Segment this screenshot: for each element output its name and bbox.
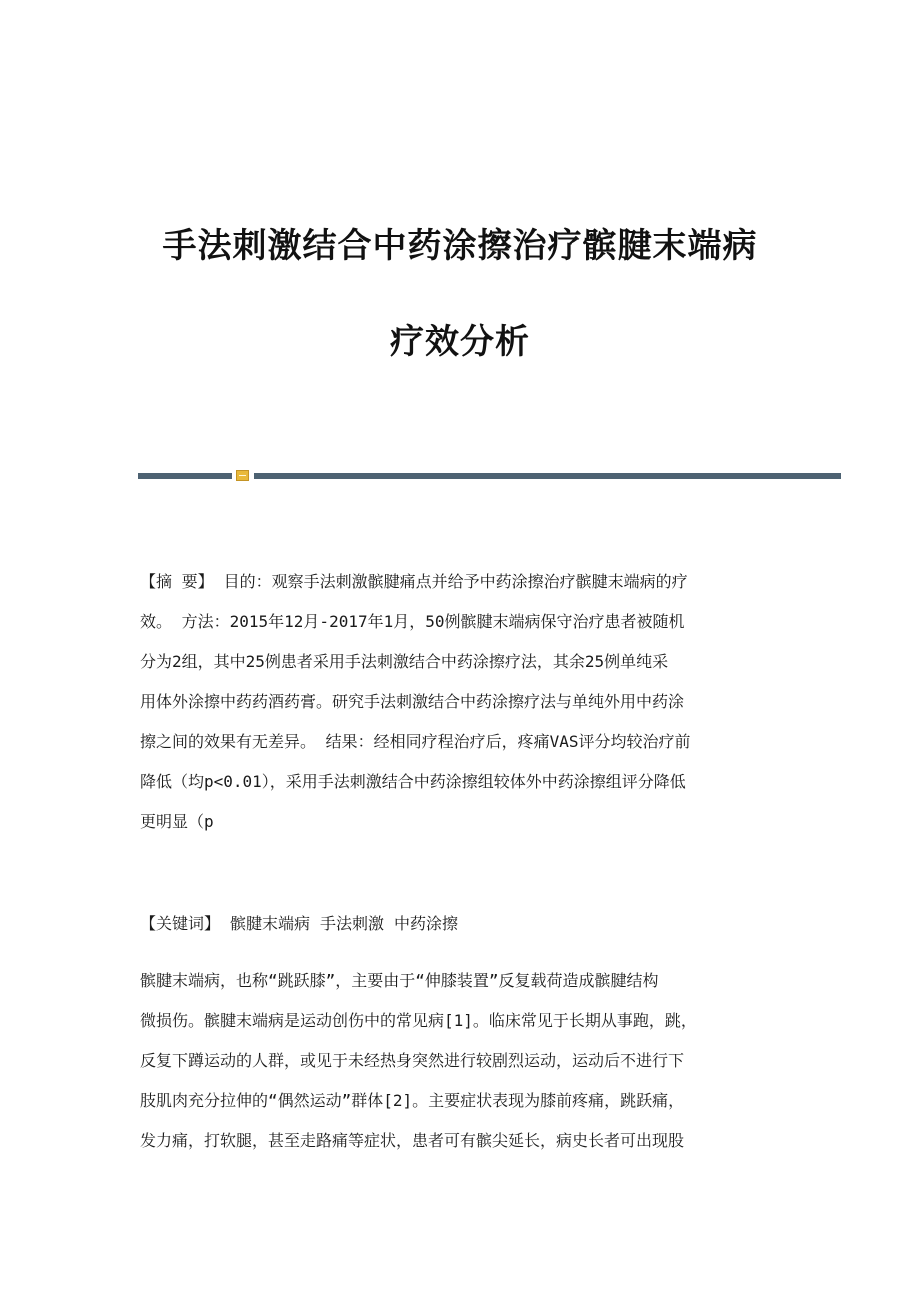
divider-bar-right xyxy=(254,473,841,479)
keyword-item: 中药涂擦 xyxy=(394,914,459,933)
abstract-line xyxy=(140,562,780,602)
document-badge-icon xyxy=(236,470,249,481)
keywords-section xyxy=(140,904,780,944)
body-line: 髌腱末端病，也称“跳跃膝”，主要由于“伸膝装置”反复载荷造成髌腱结构 xyxy=(140,971,659,990)
title-divider xyxy=(138,469,841,483)
body-line: 微损伤。髌腱末端病是运动创伤中的常见病[1]。临床常见于长期从事跑，跳， xyxy=(140,1011,697,1030)
body-line: 反复下蹲运动的人群，或见于未经热身突然进行较剧烈运动，运动后不进行下 xyxy=(140,1051,685,1070)
keyword-item: 手法刺激 xyxy=(320,914,385,933)
document-title-line-1: 手法刺激结合中药涂擦治疗髌腱末端病 xyxy=(162,226,758,266)
abstract-line: 用体外涂擦中药药酒药膏。研究手法刺激结合中药涂擦疗法与单纯外用中药涂 xyxy=(140,692,685,711)
abstract-line: 降低（均p<0.01），采用手法刺激结合中药涂擦组较体外中药涂擦组评分降低 xyxy=(140,772,686,791)
abstract-section xyxy=(140,562,780,842)
document-title-line-2: 疗效分析 xyxy=(390,322,530,362)
keywords-label: 【关键词】 xyxy=(140,914,221,933)
body-line: 肢肌肉充分拉伸的“偶然运动”群体[2]。主要症状表现为膝前疼痛，跳跃痛， xyxy=(140,1091,685,1110)
divider-bar-left xyxy=(138,473,232,479)
abstract-line: 分为2组，其中25例患者采用手法刺激结合中药涂擦疗法，其余25例单纯采 xyxy=(140,652,669,671)
abstract-line: 效。 方法：2015年12月-2017年1月，50例髌腱末端病保守治疗患者被随机 xyxy=(140,612,685,631)
keyword-item: 髌腱末端病 xyxy=(230,914,311,933)
abstract-label: 【摘 要】 xyxy=(140,572,214,591)
body-line: 发力痛，打软腿，甚至走路痛等症状，患者可有髌尖延长，病史长者可出现股 xyxy=(140,1131,685,1150)
body-paragraph xyxy=(140,961,780,1161)
keywords-line xyxy=(140,904,780,944)
abstract-line: 更明显（p xyxy=(140,812,214,831)
abstract-text: 目的：观察手法刺激髌腱痛点并给予中药涂擦治疗髌腱末端病的疗 xyxy=(223,572,688,591)
abstract-line: 擦之间的效果有无差异。 结果：经相同疗程治疗后，疼痛VAS评分均较治疗前 xyxy=(140,732,691,751)
